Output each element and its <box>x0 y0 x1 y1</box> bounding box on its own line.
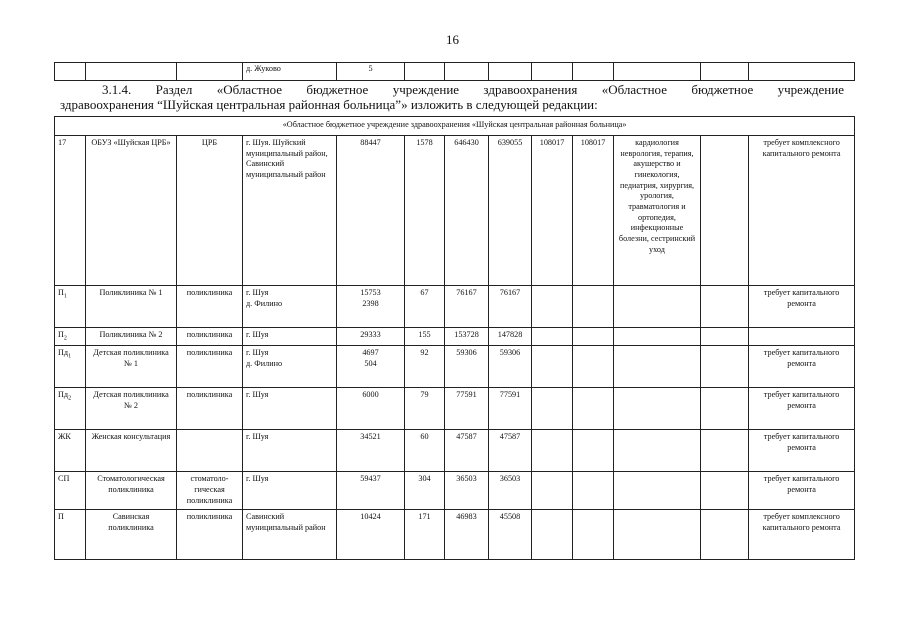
table-row <box>55 286 855 328</box>
note-cell: требует капитального ремонта <box>749 388 855 430</box>
col7-cell: 76167 <box>445 286 489 328</box>
profiles-cell <box>614 472 701 510</box>
col8-cell: 45508 <box>489 510 532 560</box>
code-text: П <box>58 288 64 297</box>
col6-cell: 304 <box>405 472 445 510</box>
type-cell: поликлиника <box>177 510 243 560</box>
col7-cell: 646430 <box>445 136 489 286</box>
code-cell <box>55 328 86 346</box>
col9-cell <box>532 346 573 388</box>
code-cell <box>55 346 86 388</box>
profiles-cell: кардиология неврология, терапия, акушерство и гинекология, педиатрия, хирургия, урология, травматология и ортопедия, инфекционные болезни, сестринский уход <box>614 136 701 286</box>
table-row <box>55 430 855 472</box>
table-row <box>55 136 855 286</box>
population-cell: 34521 <box>337 430 405 472</box>
note-cell: требует капитального ремонта <box>749 472 855 510</box>
col12-cell <box>701 136 749 286</box>
name-cell: Стоматологическая поликлиника <box>86 472 177 510</box>
page-number: 16 <box>446 32 459 47</box>
population-cell: 29333 <box>337 328 405 346</box>
code-text: СП <box>58 474 70 484</box>
note-cell <box>749 328 855 346</box>
col9-cell <box>532 388 573 430</box>
col7-cell: 77591 <box>445 388 489 430</box>
profiles-cell <box>614 430 701 472</box>
table-title-row <box>55 117 855 136</box>
col9-cell <box>532 510 573 560</box>
col9-cell <box>532 286 573 328</box>
col7-cell: 153728 <box>445 328 489 346</box>
col6-cell: 1578 <box>405 136 445 286</box>
note-cell: требует капитального ремонта <box>749 346 855 388</box>
type-cell <box>177 430 243 472</box>
name-cell: Детская поликлиника № 1 <box>86 346 177 388</box>
code-text: 17 <box>58 138 67 147</box>
col6-cell: 155 <box>405 328 445 346</box>
col10-cell <box>573 472 614 510</box>
col7-cell: 46983 <box>445 510 489 560</box>
note-cell: требует комплексного капитального ремонта <box>749 136 855 286</box>
table-row <box>55 346 855 388</box>
profiles-cell <box>614 346 701 388</box>
col10-cell <box>573 430 614 472</box>
type-cell: ЦРБ <box>177 136 243 286</box>
code-cell <box>55 510 86 560</box>
col9-cell <box>532 430 573 472</box>
col9-cell <box>532 472 573 510</box>
col8-cell: 47587 <box>489 430 532 472</box>
profiles-cell <box>614 388 701 430</box>
location-cell: г. Шуя д. Филино <box>243 346 337 388</box>
col10-cell <box>573 346 614 388</box>
note-cell: требует капитального ремонта <box>749 286 855 328</box>
population-cell: 10424 <box>337 510 405 560</box>
code-subscript: 1 <box>68 354 72 361</box>
col8-cell: 147828 <box>489 328 532 346</box>
population-cell: 88447 <box>337 136 405 286</box>
note-cell: требует комплексного капитального ремонта <box>749 510 855 560</box>
profiles-cell <box>614 328 701 346</box>
col9-cell: 108017 <box>532 136 573 286</box>
col12-cell <box>701 510 749 560</box>
location-cell: г. Шуя <box>243 472 337 510</box>
col7-cell: 36503 <box>445 472 489 510</box>
col10-cell <box>573 388 614 430</box>
col12-cell <box>701 388 749 430</box>
location-cell: Савинский муниципальный район <box>243 510 337 560</box>
profiles-cell <box>614 286 701 328</box>
col6-cell: 92 <box>405 346 445 388</box>
col10-cell <box>573 286 614 328</box>
col12-cell <box>701 328 749 346</box>
code-cell <box>55 136 86 286</box>
col8-cell: 639055 <box>489 136 532 286</box>
table-row <box>55 472 855 510</box>
col12-cell <box>701 286 749 328</box>
col8-cell: 77591 <box>489 388 532 430</box>
population-cell: 59437 <box>337 472 405 510</box>
location-cell: г. Шуя <box>243 430 337 472</box>
name-cell: Детская поликлиника № 2 <box>86 388 177 430</box>
population-cell: 6000 <box>337 388 405 430</box>
table-row <box>55 328 855 346</box>
code-text: П <box>58 512 64 522</box>
value-cell: 5 <box>337 63 405 81</box>
col6-cell: 171 <box>405 510 445 560</box>
population-cell: 4697 504 <box>337 346 405 388</box>
name-cell: Савинская поликлиника <box>86 510 177 560</box>
location-cell: г. Шуя <box>243 328 337 346</box>
code-text: Пд <box>58 390 69 400</box>
location-cell: г. Шуя <box>243 388 337 430</box>
location-cell: г. Шуя. Шуйский муниципальный район, Савинский муниципальный район <box>243 136 337 286</box>
code-text: Пд <box>58 348 69 358</box>
col12-cell <box>701 430 749 472</box>
code-subscript: 2 <box>68 396 72 403</box>
col6-cell: 79 <box>405 388 445 430</box>
table-row <box>55 63 855 81</box>
profiles-cell <box>614 510 701 560</box>
type-cell: поликлиника <box>177 346 243 388</box>
col7-cell: 59306 <box>445 346 489 388</box>
col7-cell: 47587 <box>445 430 489 472</box>
code-text: П <box>58 330 64 339</box>
table-row <box>55 510 855 560</box>
name-cell: ОБУЗ «Шуйская ЦРБ» <box>86 136 177 286</box>
continued-table-row <box>54 62 855 81</box>
type-cell: стоматоло-гическая поликлиника <box>177 472 243 510</box>
population-cell: 15753 2398 <box>337 286 405 328</box>
code-cell <box>55 430 86 472</box>
col12-cell <box>701 472 749 510</box>
section-heading <box>60 82 844 112</box>
heading-line-2: здравоохранения “Шуйская центральная районная больница”» изложить в следующей редакции: <box>60 97 598 112</box>
type-cell: поликлиника <box>177 286 243 328</box>
place-cell: д. Жуково <box>243 63 337 81</box>
location-cell: г. Шуя д. Филино <box>243 286 337 328</box>
col8-cell: 59306 <box>489 346 532 388</box>
col8-cell: 76167 <box>489 286 532 328</box>
type-cell: поликлиника <box>177 388 243 430</box>
code-cell <box>55 472 86 510</box>
col8-cell: 36503 <box>489 472 532 510</box>
heading-line-1: 3.1.4. Раздел «Областное бюджетное учреждение здравоохранения «Областное бюджетное учреждение <box>102 82 844 97</box>
name-cell: Поликлиника № 1 <box>86 286 177 328</box>
col10-cell <box>573 510 614 560</box>
code-text: ЖК <box>58 432 71 442</box>
name-cell: Поликлиника № 2 <box>86 328 177 346</box>
type-cell: поликлиника <box>177 328 243 346</box>
name-cell: Женская консультация <box>86 430 177 472</box>
col6-cell: 60 <box>405 430 445 472</box>
col10-cell: 108017 <box>573 136 614 286</box>
col6-cell: 67 <box>405 286 445 328</box>
note-cell: требует капитального ремонта <box>749 430 855 472</box>
code-cell <box>55 286 86 328</box>
facilities-table <box>54 116 855 560</box>
code-subscript: 1 <box>63 293 67 300</box>
col12-cell <box>701 346 749 388</box>
table-row <box>55 388 855 430</box>
col10-cell <box>573 328 614 346</box>
code-cell <box>55 388 86 430</box>
table-title: «Областное бюджетное учреждение здравоохранения «Шуйская центральная районная больница» <box>55 117 855 136</box>
col9-cell <box>532 328 573 346</box>
code-subscript: 2 <box>63 335 67 342</box>
